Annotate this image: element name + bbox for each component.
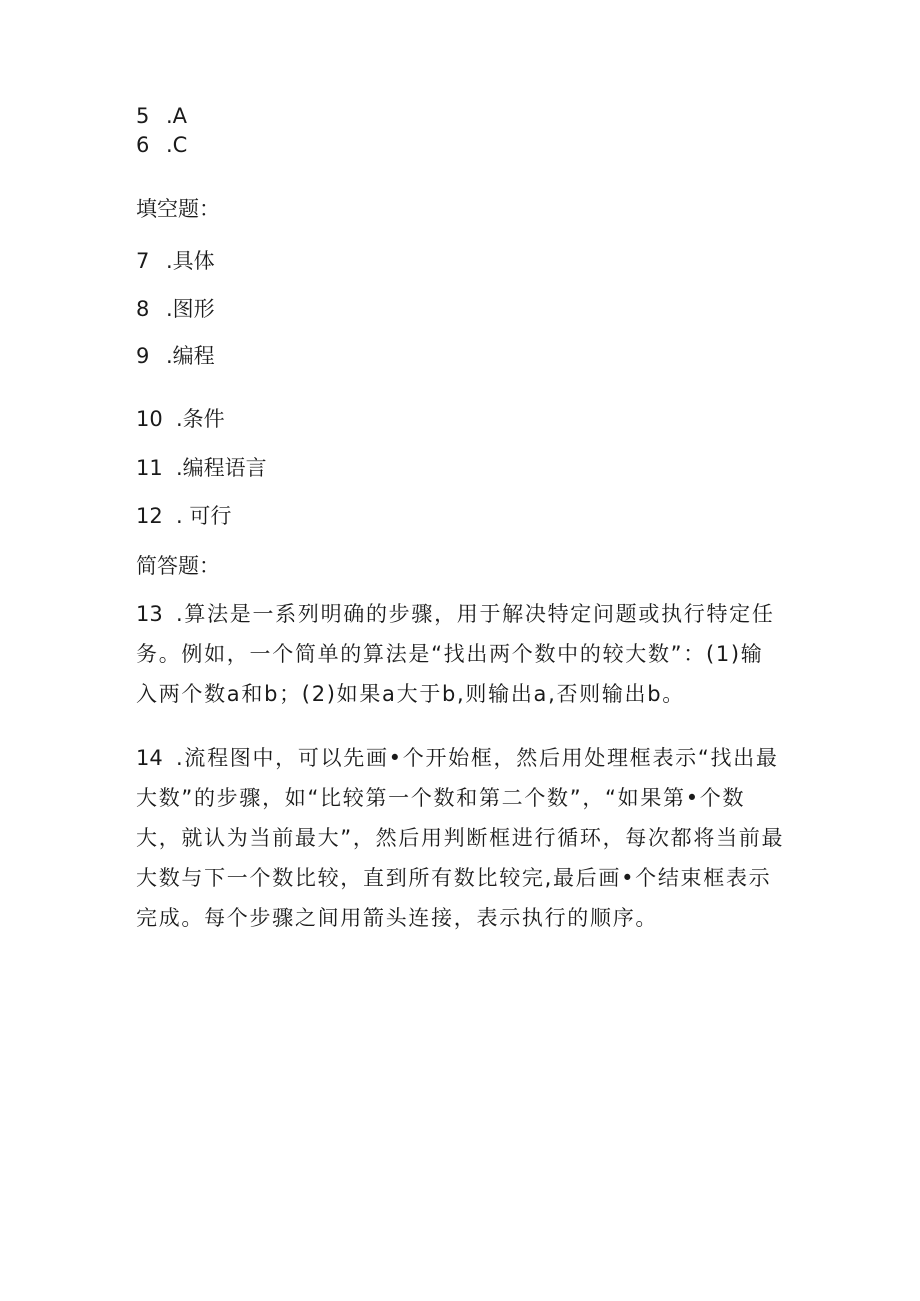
answer-item [136, 247, 215, 275]
answer-text: .流程图中，可以先画•个开始框，然后用处理框表示“找出最大数”的步骤，如“比较第一个数和第二个数”，“如果第•个数大，就认为当前最大”，然后用判断框进行循环，每次都将当前最大数与下一个数比较，直到所有数比较完,最后画•个结束框表示完成。每个步骤之间用箭头连接，表示执行的顺序。 [136, 746, 785, 930]
answer-item [136, 342, 215, 370]
answer-number: 14 [136, 746, 163, 770]
answer-paragraph [136, 738, 786, 938]
answer-text: .条件 [176, 407, 225, 431]
answer-number: 9 [136, 344, 150, 368]
answer-number: 11 [136, 456, 163, 480]
answer-item [136, 405, 225, 433]
answer-text: .算法是一系列明确的步骤，用于解决特定问题或执行特定任务。例如，一个简单的算法是“找出两个数中的较大数”：(1)输入两个数a和b；(2)如果a大于b,则输出a,否则输出b。 [136, 602, 775, 706]
answer-text: .C [166, 133, 188, 157]
answer-paragraph [136, 594, 786, 714]
answer-item [136, 454, 267, 482]
answer-item [136, 295, 215, 323]
answer-item [136, 102, 187, 130]
answer-text: .A [166, 104, 188, 128]
answer-item [136, 131, 187, 159]
answer-text: .编程 [166, 344, 215, 368]
answer-number: 7 [136, 249, 150, 273]
answer-text: . 可行 [176, 504, 232, 528]
answer-number: 5 [136, 104, 150, 128]
answer-number: 13 [136, 602, 163, 626]
answer-number: 12 [136, 504, 163, 528]
answer-number: 6 [136, 133, 150, 157]
answer-number: 8 [136, 297, 150, 321]
answer-text: .图形 [166, 297, 215, 321]
answer-item [136, 502, 231, 530]
answer-text: .具体 [166, 249, 215, 273]
answer-text: .编程语言 [176, 456, 267, 480]
answer-number: 10 [136, 407, 163, 431]
section-title-fill: 填空题： [136, 197, 220, 221]
section-title-short: 简答题： [136, 554, 220, 578]
